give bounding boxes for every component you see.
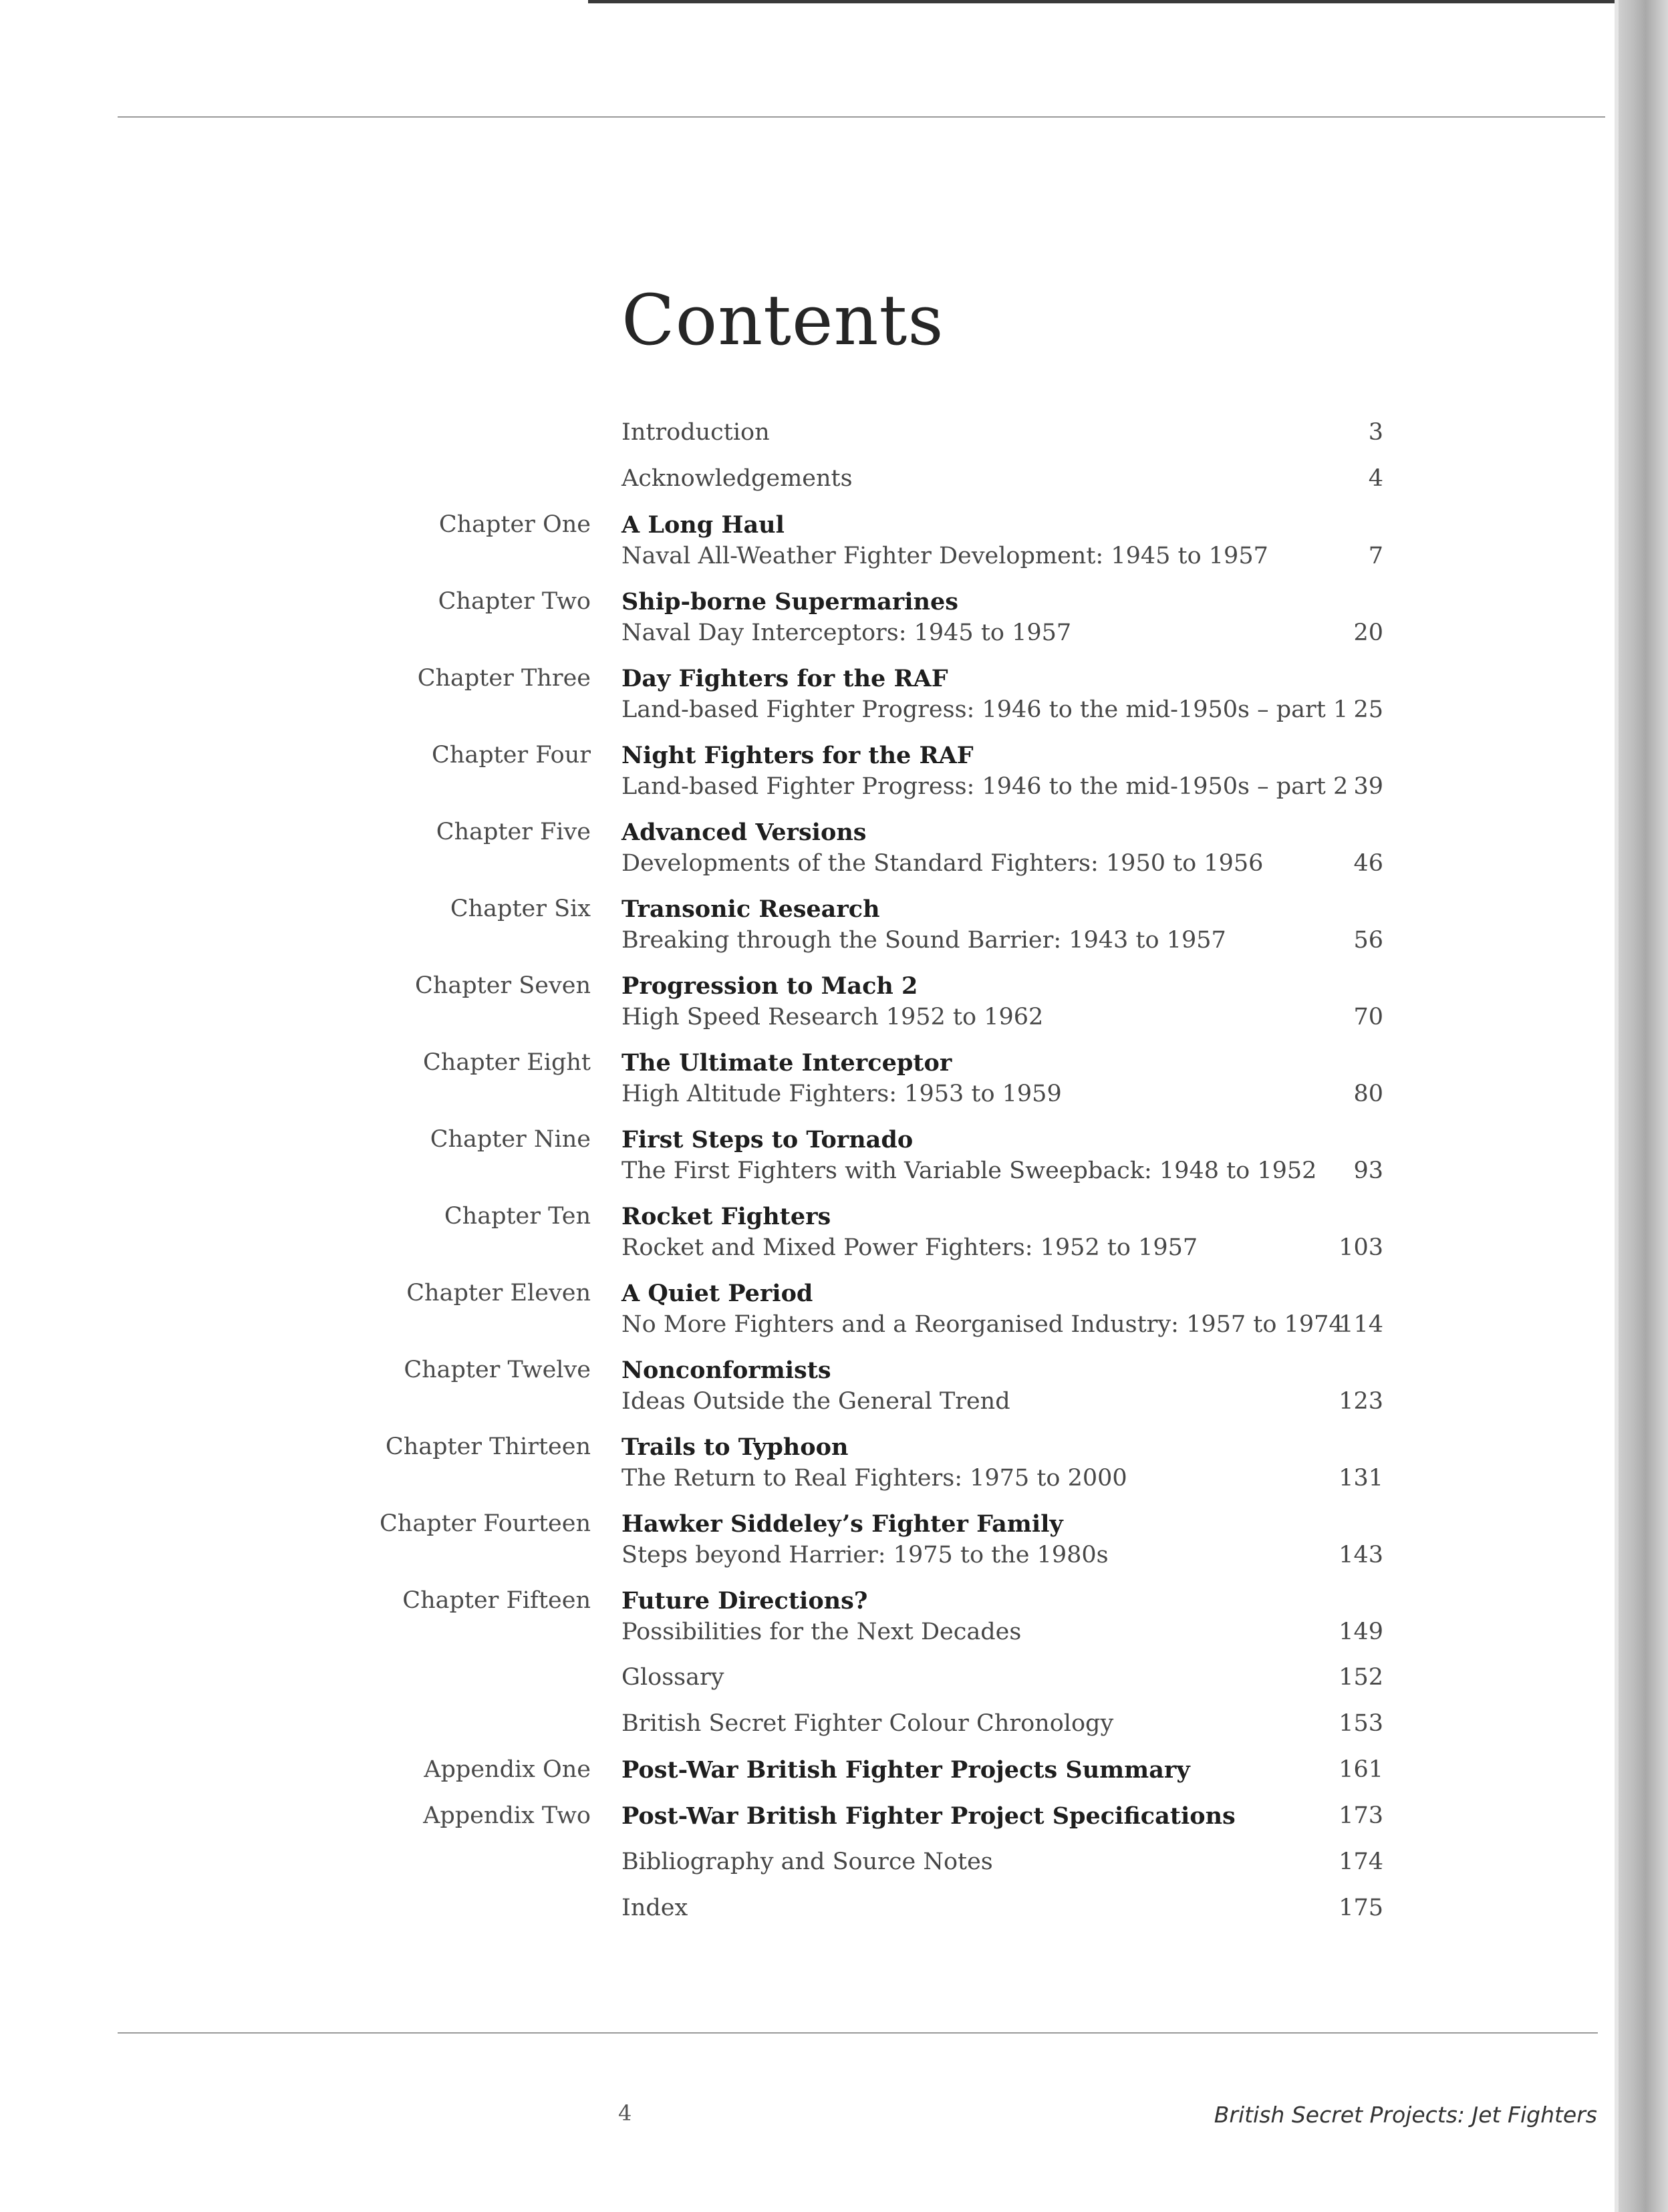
entry-subtitle: Land-based Fighter Progress: 1946 to the mid-1950s – part 1 (621, 696, 1349, 723)
entry-title: Nonconformists (621, 1357, 831, 1384)
entry-page-number: 80 (1353, 1081, 1383, 1107)
entry-title: Rocket Fighters (621, 1203, 831, 1230)
entry-title: Trails to Typhoon (621, 1433, 849, 1461)
footer-book-title: British Secret Projects: Jet Fighters (1214, 2102, 1597, 2128)
entry-title: Advanced Versions (621, 819, 867, 846)
entry-title: Future Directions? (621, 1587, 868, 1615)
entry-page-number: 152 (1339, 1664, 1383, 1691)
chapter-label: Appendix One (424, 1756, 591, 1783)
chapter-label: Chapter Fifteen (402, 1587, 591, 1614)
entry-title: Hawker Siddeley’s Fighter Family (621, 1510, 1063, 1538)
entry-page-number: 174 (1339, 1848, 1383, 1875)
entry-page-number: 173 (1339, 1802, 1383, 1829)
entry-title: Bibliography and Source Notes (621, 1848, 993, 1875)
entry-page-number: 46 (1353, 850, 1383, 877)
entry-page-number: 175 (1339, 1895, 1383, 1921)
entry-page-number: 56 (1353, 927, 1383, 954)
entry-page-number: 25 (1353, 696, 1383, 723)
entry-subtitle: Naval All-Weather Fighter Development: 1945 to 1957 (621, 543, 1268, 569)
entry-page-number: 123 (1339, 1388, 1383, 1415)
entry-title: A Quiet Period (621, 1280, 813, 1307)
chapter-label: Chapter Thirteen (385, 1433, 591, 1460)
entry-subtitle: High Altitude Fighters: 1953 to 1959 (621, 1081, 1062, 1107)
entry-page-number: 103 (1339, 1234, 1383, 1261)
entry-title: Day Fighters for the RAF (621, 665, 948, 692)
chapter-label: Chapter Nine (430, 1126, 591, 1153)
entry-subtitle: The First Fighters with Variable Sweepback: 1948 to 1952 (621, 1157, 1317, 1184)
entry-title: Progression to Mach 2 (621, 972, 918, 1000)
chapter-label: Chapter One (438, 511, 591, 538)
entry-title: Night Fighters for the RAF (621, 742, 974, 769)
entry-page-number: 131 (1339, 1465, 1383, 1492)
chapter-label: Appendix Two (423, 1802, 591, 1829)
entry-page-number: 7 (1368, 543, 1383, 569)
chapter-label: Chapter Five (436, 819, 591, 845)
entry-subtitle: Rocket and Mixed Power Fighters: 1952 to 1957 (621, 1234, 1198, 1261)
entry-page-number: 153 (1339, 1710, 1383, 1737)
entry-subtitle: High Speed Research 1952 to 1962 (621, 1004, 1044, 1030)
chapter-label: Chapter Three (417, 665, 591, 692)
entry-page-number: 161 (1339, 1756, 1383, 1783)
entry-page-number: 143 (1339, 1542, 1383, 1568)
bottom-rule (118, 2032, 1598, 2034)
entry-title: Post-War British Fighter Projects Summary (621, 1756, 1190, 1784)
entry-subtitle: Developments of the Standard Fighters: 1950 to 1956 (621, 850, 1264, 877)
chapter-label: Chapter Seven (415, 972, 591, 999)
entry-page-number: 114 (1339, 1311, 1383, 1338)
entry-subtitle: The Return to Real Fighters: 1975 to 2000 (621, 1465, 1127, 1492)
chapter-label: Chapter Four (432, 742, 591, 769)
entry-title: The Ultimate Interceptor (621, 1049, 952, 1077)
entry-page-number: 93 (1353, 1157, 1383, 1184)
entry-title: British Secret Fighter Colour Chronology (621, 1710, 1114, 1737)
entry-subtitle: Naval Day Interceptors: 1945 to 1957 (621, 619, 1072, 646)
chapter-label: Chapter Ten (444, 1203, 591, 1230)
entry-title: First Steps to Tornado (621, 1126, 914, 1153)
entry-page-number: 70 (1353, 1004, 1383, 1030)
entry-title: Acknowledgements (621, 465, 853, 492)
entry-page-number: 149 (1339, 1619, 1383, 1645)
chapter-label: Chapter Two (438, 588, 591, 615)
chapter-label: Chapter Eight (423, 1049, 591, 1076)
page-title: Contents (621, 279, 944, 361)
chapter-label: Chapter Eleven (406, 1280, 591, 1306)
entry-title: Introduction (621, 419, 770, 446)
entry-subtitle: Steps beyond Harrier: 1975 to the 1980s (621, 1542, 1109, 1568)
entry-subtitle: Possibilities for the Next Decades (621, 1619, 1022, 1645)
entry-title: A Long Haul (621, 511, 785, 539)
entry-subtitle: Land-based Fighter Progress: 1946 to the mid-1950s – part 2 (621, 773, 1349, 800)
entry-page-number: 4 (1368, 465, 1383, 492)
chapter-label: Chapter Six (450, 895, 591, 922)
entry-title: Transonic Research (621, 895, 880, 923)
footer-page-number: 4 (618, 2100, 632, 2126)
entry-subtitle: No More Fighters and a Reorganised Industry: 1957 to 1974 (621, 1311, 1344, 1338)
entry-subtitle: Ideas Outside the General Trend (621, 1388, 1010, 1415)
entry-page-number: 39 (1353, 773, 1383, 800)
entry-title: Post-War British Fighter Project Specifications (621, 1802, 1236, 1830)
entry-title: Index (621, 1895, 688, 1921)
entry-subtitle: Breaking through the Sound Barrier: 1943 to 1957 (621, 927, 1226, 954)
entry-page-number: 3 (1368, 419, 1383, 446)
chapter-label: Chapter Fourteen (380, 1510, 591, 1537)
entry-page-number: 20 (1353, 619, 1383, 646)
entry-title: Glossary (621, 1664, 724, 1691)
entry-title: Ship-borne Supermarines (621, 588, 958, 615)
chapter-label: Chapter Twelve (404, 1357, 591, 1383)
